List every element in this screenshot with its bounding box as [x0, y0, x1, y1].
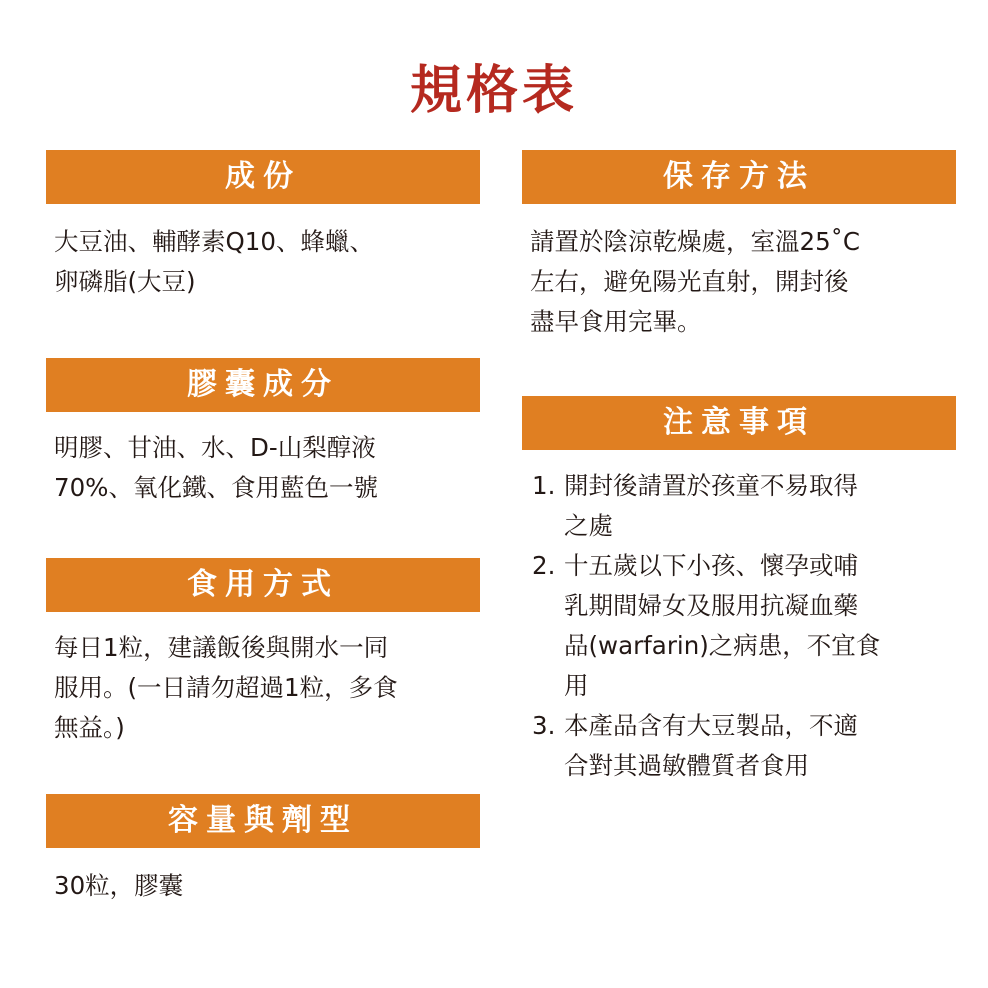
note-item: [532, 466, 962, 546]
note-item: [532, 546, 962, 706]
page-title: 規格表: [409, 61, 578, 121]
note-text: 十五歲以下小孩、懷孕或哺 乳期間婦女及服用抗凝血藥 品(warfarin)之病患，不宜食 用: [564, 551, 881, 700]
usage-body: 每日1粒，建議飯後與開水一同 服用。(一日請勿超過1粒，多食 無益。): [54, 633, 398, 742]
notes-list: [532, 466, 962, 786]
capsule-header: 膠囊成分: [46, 358, 480, 412]
notes-header: 注意事項: [522, 396, 956, 450]
ingredients-header: 成份: [46, 150, 480, 204]
capacity-body: 30粒，膠囊: [54, 871, 184, 900]
note-number: 2.: [532, 551, 556, 580]
note-text: 本產品含有大豆製品，不適 合對其過敏體質者食用: [564, 711, 858, 780]
note-number: 3.: [532, 711, 556, 740]
note-number: 1.: [532, 471, 556, 500]
capacity-header: 容量與劑型: [46, 794, 480, 848]
storage-header: 保存方法: [522, 150, 956, 204]
note-item: [532, 706, 962, 786]
usage-header: 食用方式: [46, 558, 480, 612]
capsule-body: 明膠、甘油、水、D-山梨醇液 70%、氧化鐵、食用藍色一號: [54, 433, 378, 502]
ingredients-body: 大豆油、輔酵素Q10、蜂蠟、 卵磷脂(大豆): [54, 227, 374, 296]
storage-body: 請置於陰涼乾燥處，室溫25˚C 左右，避免陽光直射，開封後 盡早食用完畢。: [530, 227, 861, 336]
note-text: 開封後請置於孩童不易取得 之處: [564, 471, 858, 540]
